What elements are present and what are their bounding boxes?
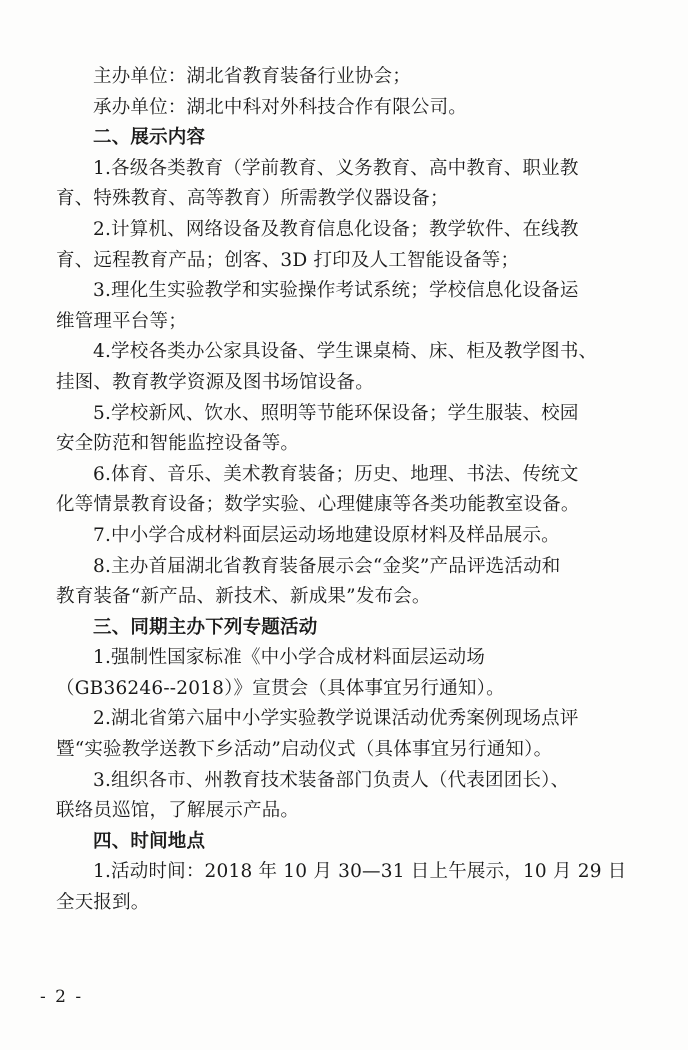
text-line: 全天报到。 [56, 892, 150, 914]
text-line: 8.主办首届湖北省教育装备展示会“金奖”产品评选活动和 [93, 555, 561, 577]
text-line: 联络员巡馆，了解展示产品。 [56, 800, 300, 822]
text-line: 2.计算机、网络设备及教育信息化设备；教学软件、在线教 [93, 218, 579, 240]
text-line: 化等情景教育设备；数学实验、心理健康等各类功能教室设备。 [56, 494, 580, 516]
text-line: 3.理化生实验教学和实验操作考试系统；学校信息化设备运 [93, 280, 579, 302]
text-line: 1.各级各类教育（学前教育、义务教育、高中教育、职业教 [93, 157, 579, 179]
section-heading-exhibition-content: 二、展示内容 [93, 127, 206, 149]
text-line: 暨“实验教学送教下乡活动”启动仪式（具体事宜另行通知）。 [56, 739, 553, 761]
text-line: 安全防范和智能监控设备等。 [56, 433, 300, 455]
text-line: 教育装备“新产品、新技术、新成果”发布会。 [56, 586, 431, 608]
text-line: 7.中小学合成材料面层运动场地建设原材料及样品展示。 [93, 524, 560, 546]
text-line: 2.湖北省第六届中小学实验教学说课活动优秀案例现场点评 [93, 708, 579, 730]
section-heading-concurrent-activities: 三、同期主办下列专题活动 [93, 616, 318, 638]
co-organizer-line: 承办单位：湖北中科对外科技合作有限公司。 [93, 96, 468, 118]
page-number: - 2 - [40, 987, 84, 1007]
text-line: 6.体育、音乐、美术教育装备；历史、地理、书法、传统文 [93, 463, 579, 485]
text-line: 4.学校各类办公家具设备、学生课桌椅、床、柜及教学图书、 [93, 341, 598, 363]
text-line: 挂图、教育教学资源及图书场馆设备。 [56, 371, 374, 393]
text-line: （GB36246--2018）》宣贯会（具体事宜另行通知）。 [56, 677, 505, 699]
organizer-line: 主办单位：湖北省教育装备行业协会； [93, 66, 411, 87]
text-line: 维管理平台等； [56, 310, 187, 332]
text-line: 1.强制性国家标准《中小学合成材料面层运动场 [93, 647, 486, 669]
text-line: 育、特殊教育、高等教育）所需教学仪器设备； [56, 188, 449, 210]
text-line: 1.活动时间：2018 年 10 月 30—31 日上午展示，10 月 29 日 [93, 861, 627, 883]
text-line: 5.学校新风、饮水、照明等节能环保设备；学生服装、校园 [93, 402, 579, 424]
section-heading-time-location: 四、时间地点 [93, 830, 206, 852]
text-line: 3.组织各市、州教育技术装备部门负责人（代表团团长）、 [93, 769, 570, 791]
document-body [56, 62, 646, 919]
text-line: 育、远程教育产品；创客、3D 打印及人工智能设备等； [56, 249, 520, 271]
